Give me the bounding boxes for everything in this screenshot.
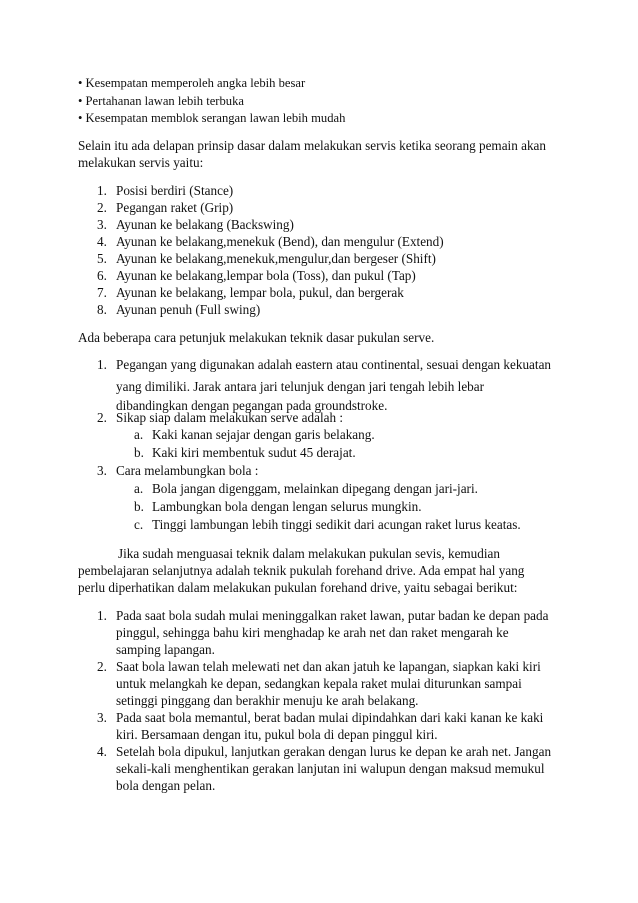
sub-list-label: b. [134, 445, 144, 460]
list-item-line: yang dimiliki. Jarak antara jari telunjuk dengan jari tengah lebih lebar [116, 379, 485, 394]
list-number: 1. [97, 357, 107, 372]
paragraph-line: pembelajaran selanjutnya adalah teknik pukulah forehand drive. Ada empat hal yang [78, 563, 525, 578]
sub-list-label: a. [134, 481, 144, 496]
sub-list-item: Bola jangan digenggam, melainkan dipegang dengan jari-jari. [152, 481, 478, 496]
list-number: 3. [97, 217, 107, 232]
paragraph-line: Ada beberapa cara petunjuk melakukan teknik dasar pukulan serve. [78, 330, 435, 345]
bullet-item: • Kesempatan memperoleh angka lebih besar [78, 76, 306, 90]
list-item-line: setinggi pinggang dan berakhir menuju ke arah belakang. [116, 693, 419, 708]
list-number: 3. [97, 463, 107, 478]
list-number: 4. [97, 234, 107, 249]
sub-list-label: b. [134, 499, 144, 514]
list-item: Cara melambungkan bola : [116, 463, 259, 478]
list-number: 6. [97, 268, 107, 283]
bullet-item: • Pertahanan lawan lebih terbuka [78, 94, 244, 108]
list-item: Sikap siap dalam melakukan serve adalah : [116, 410, 344, 425]
list-item-line: untuk melangkah ke depan, sedangkan kepala raket mulai diturunkan sampai [116, 676, 522, 691]
list-item-line: Pada saat bola sudah mulai meninggalkan raket lawan, putar badan ke depan pada [116, 608, 549, 623]
list-number: 2. [97, 410, 107, 425]
sub-list-label: c. [134, 517, 144, 532]
sub-list-label: a. [134, 427, 144, 442]
list-number: 5. [97, 251, 107, 266]
sub-list-item: Tinggi lambungan lebih tinggi sedikit dari acungan raket lurus keatas. [152, 517, 521, 532]
list-item-line: Saat bola lawan telah melewati net dan akan jatuh ke lapangan, siapkan kaki kiri [116, 659, 541, 674]
list-item: Posisi berdiri (Stance) [116, 183, 234, 198]
list-number: 4. [97, 744, 107, 759]
list-number: 1. [97, 183, 107, 198]
list-item-line: pinggul, sehingga bahu kiri menghadap ke arah net dan raket mengarah ke [116, 625, 509, 640]
list-item: Ayunan ke belakang,menekuk,mengulur,dan bergeser (Shift) [116, 251, 436, 266]
list-item-line: kiri. Bersamaan dengan itu, pukul bola di depan pinggul kiri. [116, 727, 438, 742]
sub-list-item: Kaki kiri membentuk sudut 45 derajat. [152, 445, 356, 460]
list-item-line: Setelah bola dipukul, lanjutkan gerakan dengan lurus ke depan ke arah net. Jangan [116, 744, 552, 759]
list-item: Ayunan ke belakang (Backswing) [116, 217, 294, 232]
list-item-line: Pegangan yang digunakan adalah eastern atau continental, sesuai dengan kekuatan [116, 357, 552, 372]
list-item: Pegangan raket (Grip) [116, 200, 234, 215]
list-item-line: dibandingkan dengan pegangan pada groundstroke. [116, 398, 388, 413]
list-number: 2. [97, 200, 107, 215]
sub-list-item: Kaki kanan sejajar dengan garis belakang. [152, 427, 375, 442]
paragraph-line: Selain itu ada delapan prinsip dasar dalam melakukan servis ketika seorang pemain akan [78, 138, 546, 153]
list-item-line: samping lapangan. [116, 642, 215, 657]
list-item-line: sekali-kali menghentikan gerakan lanjutan ini walupun dengan maksud memukul [116, 761, 545, 776]
paragraph-line: melakukan servis yaitu: [78, 155, 204, 170]
list-number: 1. [97, 608, 107, 623]
list-item-line: Pada saat bola memantul, berat badan mulai dipindahkan dari kaki kanan ke kaki [116, 710, 544, 725]
paragraph-line: Jika sudah menguasai teknik dalam melakukan pukulan sevis, kemudian [118, 546, 500, 561]
list-item: Ayunan ke belakang,menekuk (Bend), dan mengulur (Extend) [116, 234, 444, 249]
list-number: 8. [97, 302, 107, 317]
list-item: Ayunan ke belakang,lempar bola (Toss), dan pukul (Tap) [116, 268, 416, 283]
list-number: 7. [97, 285, 107, 300]
list-number: 3. [97, 710, 107, 725]
paragraph-line: perlu diperhatikan dalam melakukan pukulan forehand drive, yaitu sebagai berikut: [78, 580, 518, 595]
list-item: Ayunan penuh (Full swing) [116, 302, 261, 317]
bullet-item: • Kesempatan memblok serangan lawan lebih mudah [78, 111, 346, 125]
sub-list-item: Lambungkan bola dengan lengan selurus mungkin. [152, 499, 422, 514]
list-number: 2. [97, 659, 107, 674]
list-item: Ayunan ke belakang, lempar bola, pukul, dan bergerak [116, 285, 404, 300]
list-item-line: bola dengan pelan. [116, 778, 216, 793]
